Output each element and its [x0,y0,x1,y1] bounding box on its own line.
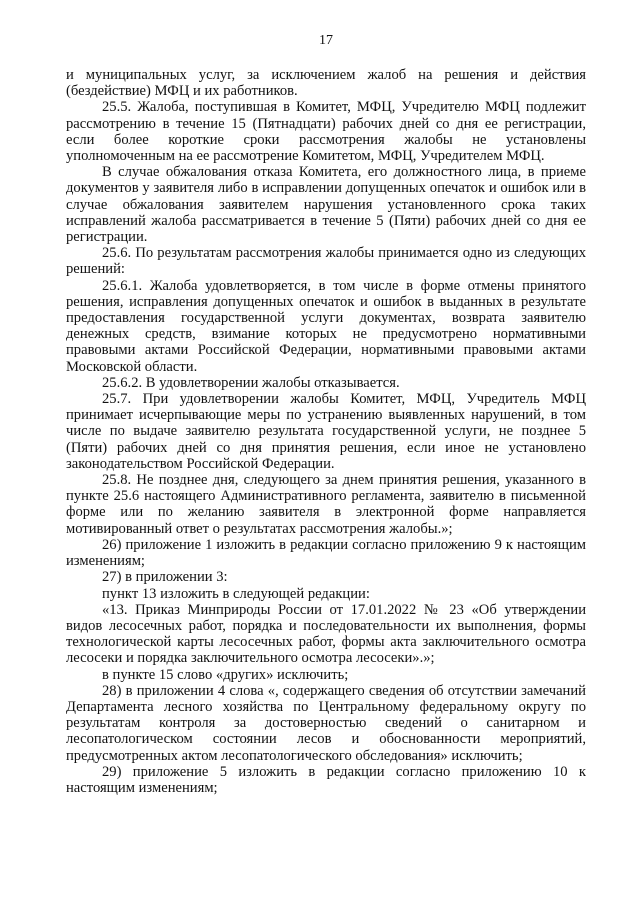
paragraph-continuation: и муниципальных услуг, за исключением жалоб на решения и действия (бездействие) МФЦ и их работников. [66,67,586,100]
paragraph-item-26: 26) приложение 1 изложить в редакции согласно приложению 9 к настоящим изменениям; [66,536,586,570]
paragraph-25-6-1: 25.6.1. Жалоба удовлетворяется, в том числе в форме отмены принятого решения, исправления допущенных опечаток и ошибок в выданных в результате предоставления государственной услуги документах, возврата заявителю денежных средств, взимание которых не предусмотрено нормативными правовыми актами Российской Федерации, нормативными правовыми актами Московской области. [66,277,586,375]
paragraph-25-6: 25.6. По результатам рассмотрения жалобы принимается одно из следующих решений: [66,245,586,278]
paragraph-refusal-appeal: В случае обжалования отказа Комитета, его должностного лица, в приеме документов у заявителя либо в исправлении допущенных опечаток и ошибок или в случае обжалования заявителем нарушения установленного срока таких исправлений жалоба рассматривается в течение 5 (Пяти) рабочих дней со дня ее регистрации. [66,164,586,246]
paragraph-point-13-intro: пункт 13 изложить в следующей редакции: [102,585,370,602]
paragraph-25-8: 25.8. Не позднее дня, следующего за днем принятия решения, указанного в пункте 25.6 настоящего Административного регламента, заявителю в письменной форме или по желанию заявителя в электронной форме направляется мотивированный ответ о результатах рассмотрения жалобы.»; [66,472,586,537]
paragraph-25-7: 25.7. При удовлетворении жалобы Комитет, МФЦ, Учредитель МФЦ принимает исчерпывающие меры по устранению выявленных нарушений, в том числе по выдаче заявителю результата государственной услуги, не позднее 5 (Пяти) рабочих дней со дня принятия решения, если иное не установлено законодательством Российской Федерации. [66,391,586,472]
paragraph-25-6-2: 25.6.2. В удовлетворении жалобы отказывается. [102,374,400,391]
paragraph-point-15: в пункте 15 слово «других» исключить; [102,666,349,683]
paragraph-item-27: 27) в приложении 3: [102,569,228,586]
paragraph-25-5: 25.5. Жалоба, поступившая в Комитет, МФЦ, Учредителю МФЦ подлежит рассмотрению в течение 15 (Пятнадцати) рабочих дней со дня ее регистрации, если более короткие сроки рассмотрения жалобы не установлены уполномоченным на ее рассмотрение Комитетом, МФЦ, Учредителем МФЦ. [66,99,586,165]
document-page [66,32,586,796]
paragraph-item-28: 28) в приложении 4 слова «, содержащего сведения об отсутствии замечаний Департамента лесного хозяйства по Центральному федеральному округу по результатам контроля за достоверностью сведений о санитарном и лесопатологическом состоянии лесов и обоснованности мероприятий, предусмотренных актом лесопатологического обследования» исключить; [66,682,586,764]
paragraph-item-29: 29) приложение 5 изложить в редакции согласно приложению 10 к настоящим изменениям; [66,763,586,796]
page-number: 17 [319,33,333,48]
paragraph-point-13-text: «13. Приказ Минприроды России от 17.01.2022 № 23 «Об утверждении видов лесосечных работ, порядка и последовательности их выполнения, формы технологической карты лесосечных работ, формы акта заключительного осмотра лесосеки и порядка заключительного осмотра лесосеки».»; [66,601,586,667]
